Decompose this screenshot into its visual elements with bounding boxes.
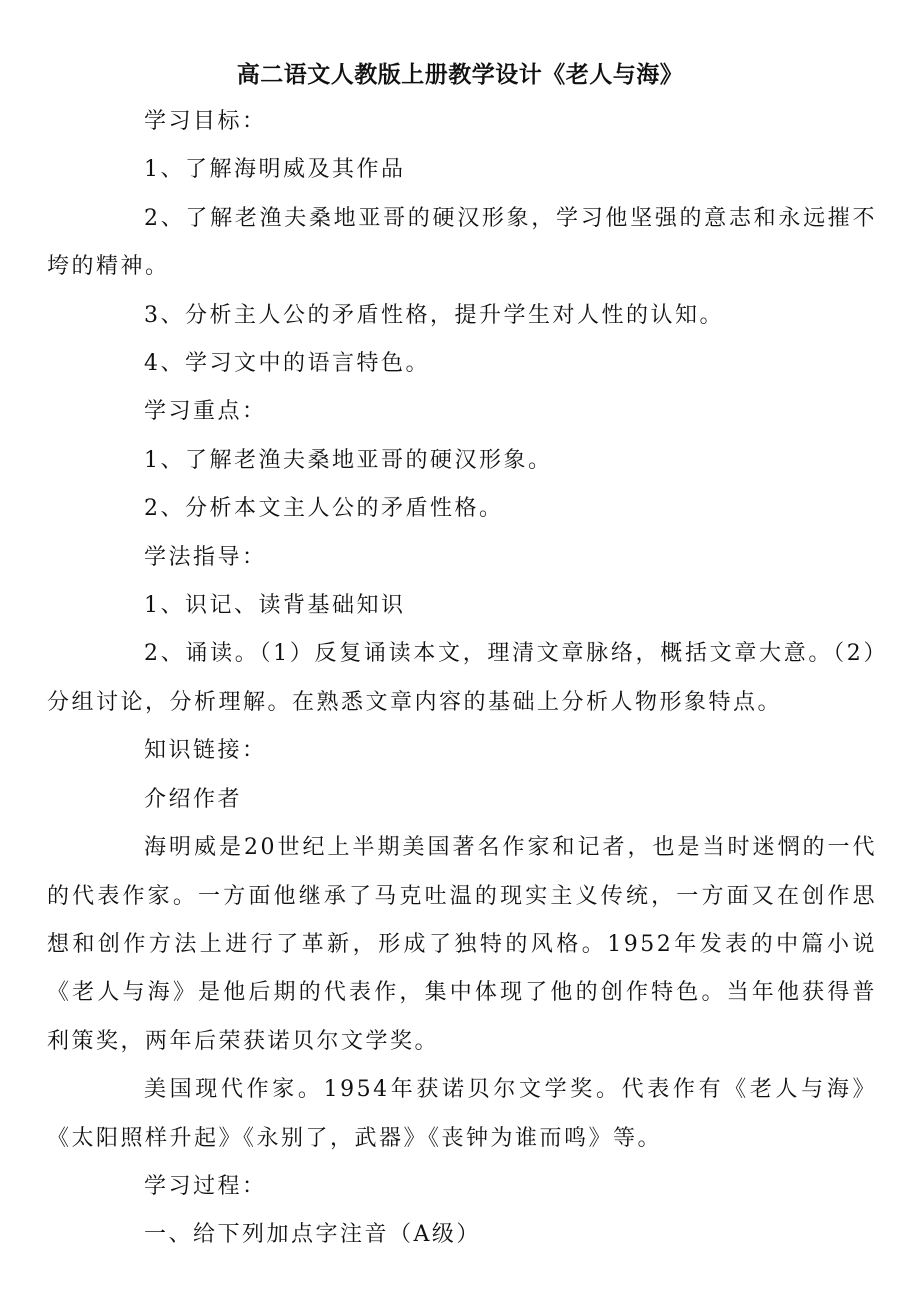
goal-item-3: 3、分析主人公的矛盾性格，提升学生对人性的认知。 <box>144 302 724 328</box>
author-intro-paragraph: 海明威是20世纪上半期美国著名作家和记者，也是当时迷惘的一代的代表作家。一方面他继承了马克吐温的现实主义传统，一方面又在创作思想和创作方法上进行了革新，形成了独特的风格。1952年发表的中篇小说《老人与海》是他后期的代表作，集中体现了他的创作特色。当年他获得普利策奖，两年后荣获诺贝尔文学奖。 <box>47 835 877 1054</box>
goal-item-1: 1、了解海明威及其作品 <box>144 157 406 183</box>
goal-item-4: 4、学习文中的语言特色。 <box>144 351 430 377</box>
heading-learning-goals: 学习目标： <box>144 109 267 134</box>
document-title: 高二语文人教版上册教学设计《老人与海》 <box>236 61 684 88</box>
key-point-2: 2、分析本文主人公的矛盾性格。 <box>144 496 504 522</box>
key-point-1: 1、了解老渔夫桑地亚哥的硬汉形象。 <box>144 447 553 473</box>
document-body <box>47 98 877 1260</box>
subheading-author-intro: 介绍作者 <box>144 786 243 812</box>
method-item-2: 2、诵读。（1）反复诵读本文，理清文章脉络，概括文章大意。（2）分组讨论，分析理解。在熟悉文章内容的基础上分析人物形象特点。 <box>47 641 877 715</box>
goal-item-2: 2、了解老渔夫桑地亚哥的硬汉形象，学习他坚强的意志和永远摧不垮的精神。 <box>47 205 877 280</box>
heading-learning-process: 学习过程： <box>144 1173 267 1199</box>
process-item-1: 一、给下列加点字注音（A级） <box>144 1222 481 1248</box>
heading-key-points: 学习重点： <box>144 399 267 425</box>
author-works-paragraph: 美国现代作家。1954年获诺贝尔文学奖。代表作有《老人与海》《太阳照样升起》《永别了，武器》《丧钟为谁而鸣》等。 <box>47 1077 877 1151</box>
method-item-1: 1、识记、读背基础知识 <box>144 593 406 619</box>
heading-knowledge-link: 知识链接： <box>144 738 267 764</box>
heading-study-method: 学法指导： <box>144 544 267 570</box>
